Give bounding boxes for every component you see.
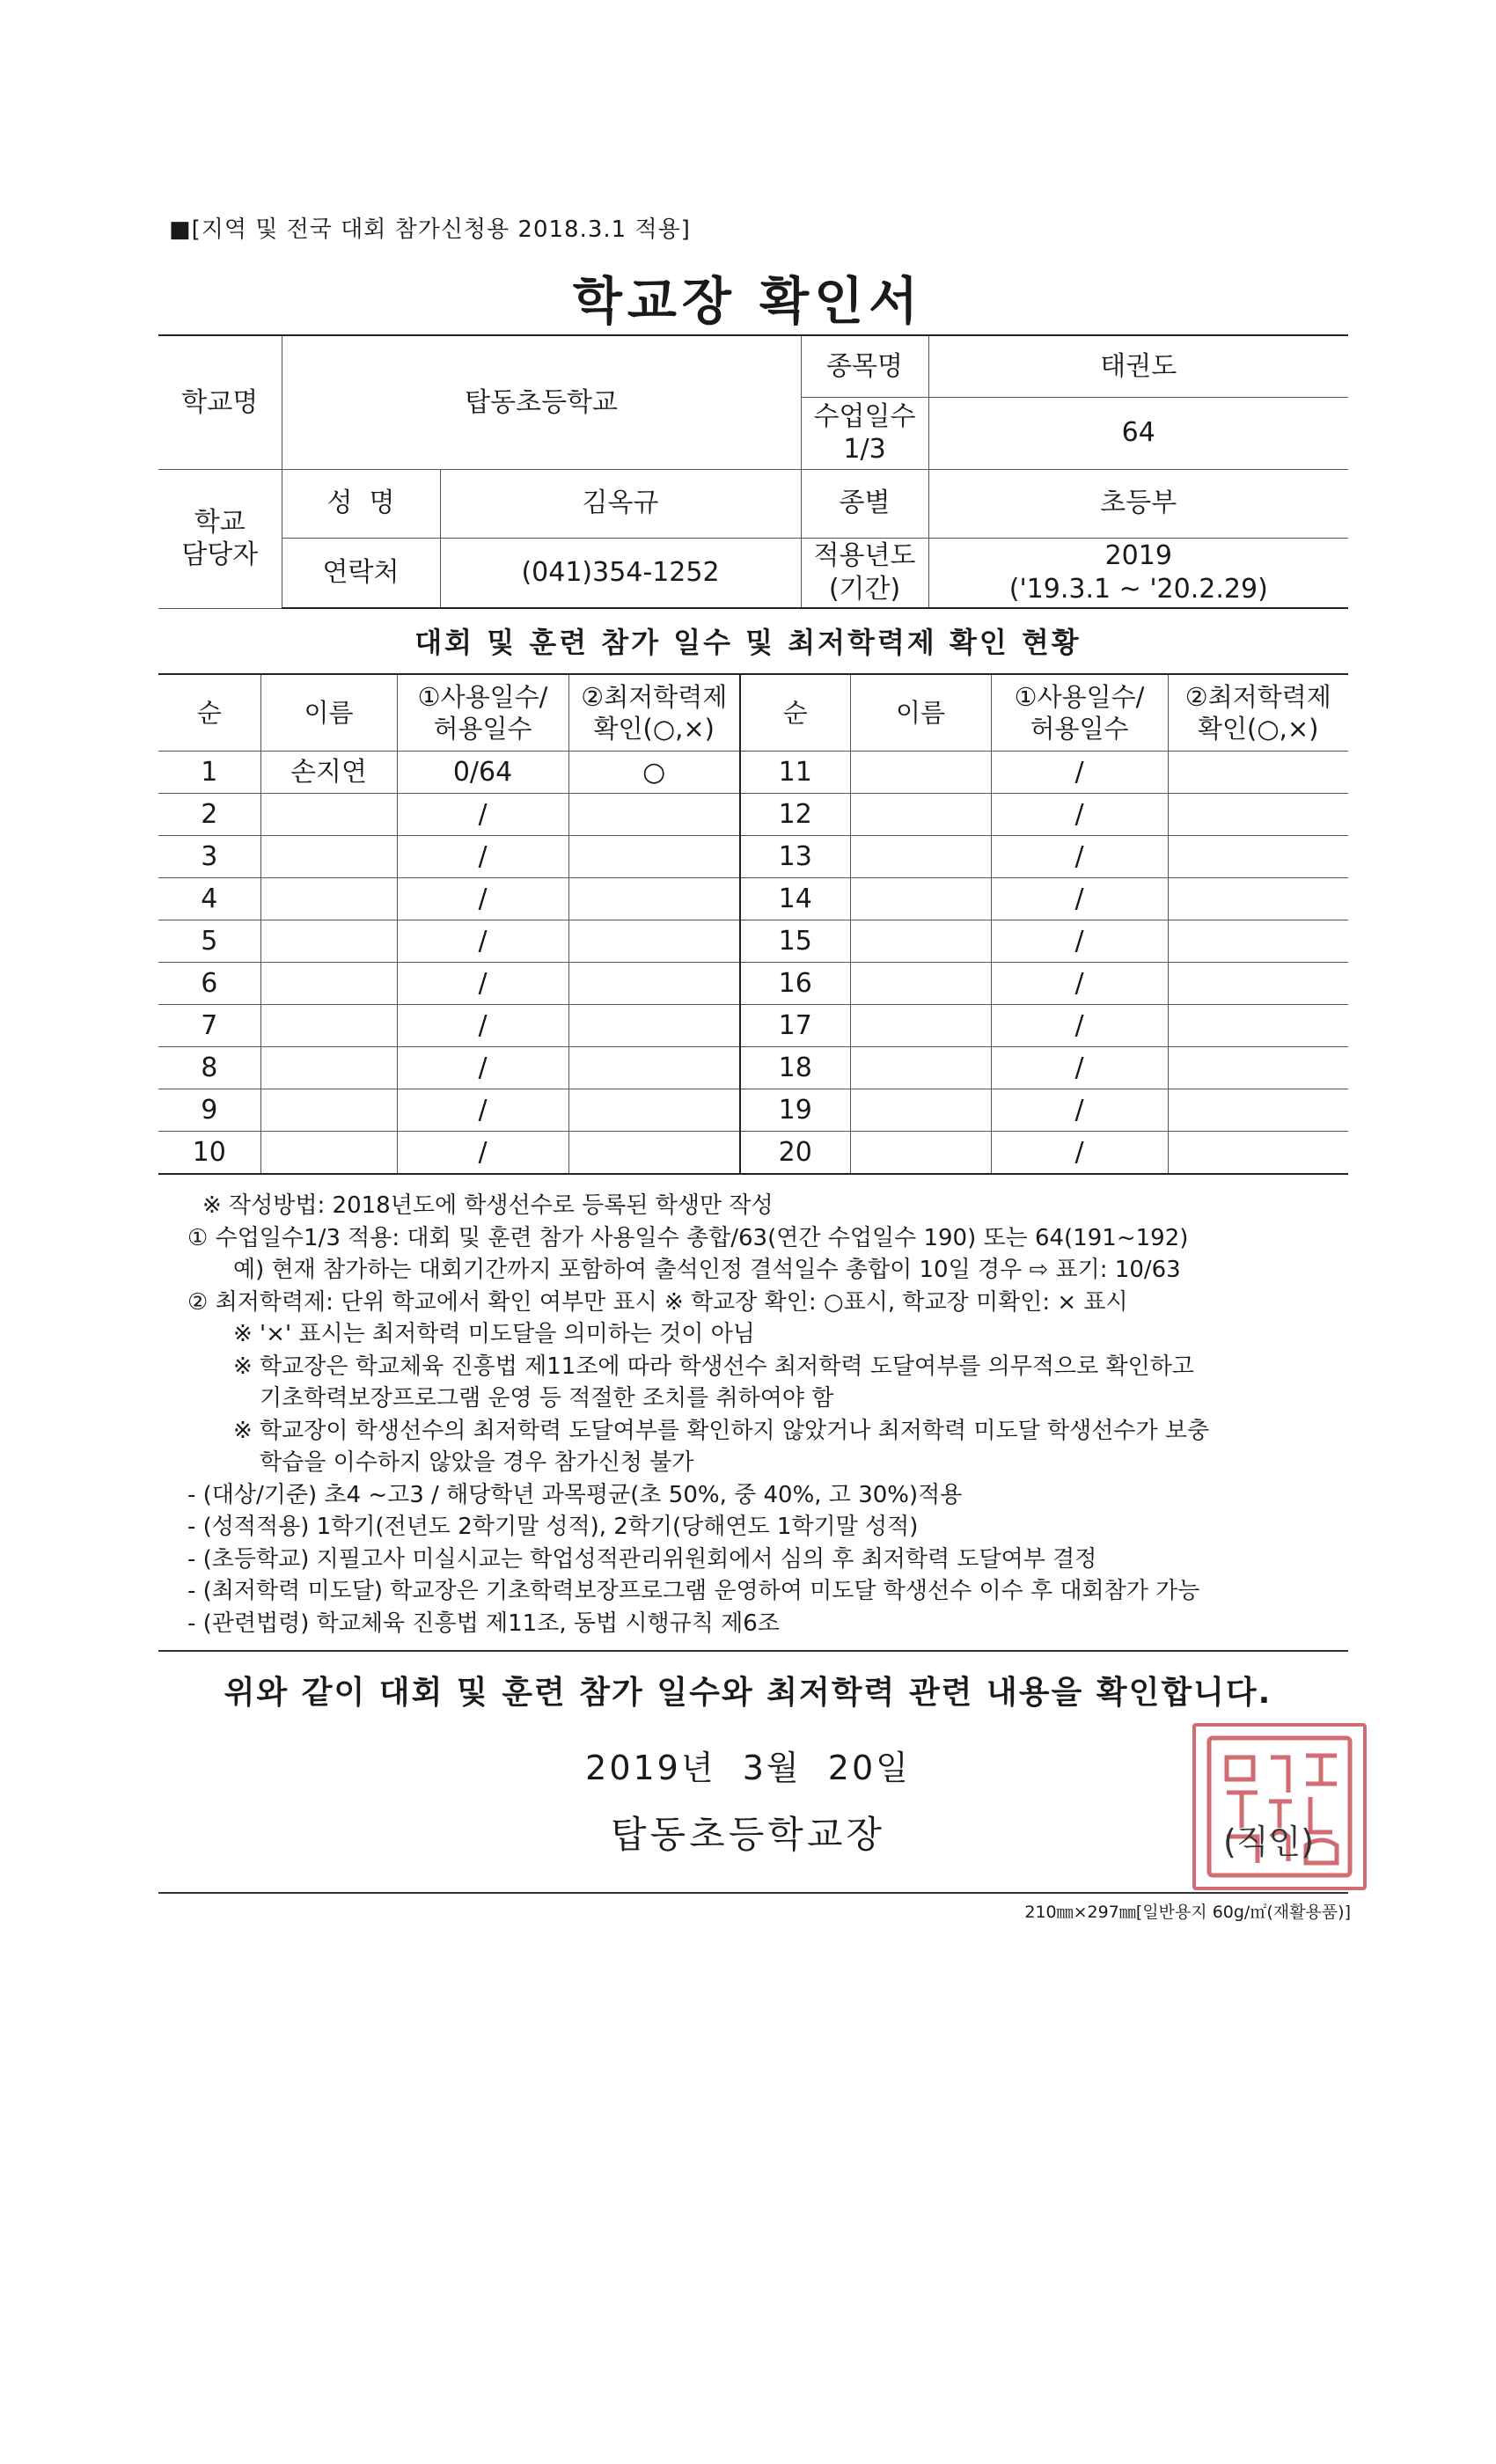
- row-right-number: 16: [740, 963, 850, 1005]
- row-left-number: 4: [158, 878, 260, 920]
- row-right-number: 20: [740, 1132, 850, 1175]
- row-right-name: [850, 1089, 991, 1132]
- sport-value-cell: [928, 335, 1348, 397]
- row-right-check: [1168, 1132, 1348, 1175]
- note-line: - (최저학력 미도달) 학교장은 기초학력보장프로그램 운영하여 미도달 학생선수 이수 후 대회참가 가능: [187, 1578, 1200, 1604]
- row-left-number: 1: [158, 752, 260, 794]
- row-right-days: /: [991, 836, 1168, 878]
- header-check-right: [1168, 674, 1348, 752]
- row-left-name: [260, 878, 397, 920]
- row-left-name: [260, 1089, 397, 1132]
- table-row: [158, 878, 1348, 920]
- note-line: - (초등학교) 지필고사 미실시교는 학업성적관리위원회에서 심의 후 최저학력 도달여부 결정: [187, 1545, 1097, 1573]
- row-right-name: [850, 1132, 991, 1175]
- row-right-check: [1168, 1089, 1348, 1132]
- header-name-right: [850, 674, 991, 752]
- note-line: - (성적적용) 1학기(전년도 2학기말 성적), 2학기(당해연도 1학기말 성적): [187, 1514, 919, 1540]
- row-left-name: [260, 836, 397, 878]
- row-right-days: /: [991, 1132, 1168, 1175]
- table-row: [158, 1132, 1348, 1175]
- year-value-1: 2019: [1104, 540, 1172, 572]
- note-line: ※ 작성방법: 2018년도에 학생선수로 등록된 학생만 작성: [202, 1192, 774, 1219]
- row-left-check: [568, 794, 740, 836]
- row-left-name: [260, 1005, 397, 1047]
- row-right-name: [850, 878, 991, 920]
- division-label: 종별: [839, 488, 891, 519]
- row-left-number: 9: [158, 1089, 260, 1132]
- table-row: [158, 794, 1348, 836]
- header-seq-right: [740, 674, 850, 752]
- note-line: ※ 학교장은 학교체육 진흥법 제11조에 따라 학생선수 최저학력 도달여부를 의무적으로 확인하고: [233, 1353, 1194, 1380]
- roster-header-row: [158, 674, 1348, 752]
- days-value-cell: [928, 397, 1348, 469]
- school-label-cell: [158, 335, 282, 469]
- row-right-name: [850, 1047, 991, 1089]
- row-right-days: /: [991, 963, 1168, 1005]
- row-left-check: [568, 920, 740, 963]
- row-left-name: [260, 920, 397, 963]
- row-right-check: [1168, 1005, 1348, 1047]
- row-left-name: [260, 794, 397, 836]
- note-line: - (관련법령) 학교체육 진흥법 제11조, 동법 시행규칙 제6조: [187, 1610, 780, 1637]
- manager-label-1: 학교: [194, 506, 246, 538]
- row-right-number: 18: [740, 1047, 850, 1089]
- manager-label-cell: [158, 469, 282, 608]
- row-right-days: /: [991, 1047, 1168, 1089]
- notes-divider: [158, 1650, 1348, 1652]
- school-value: 탑동초등학교: [465, 386, 618, 418]
- row-left-check: ○: [568, 752, 740, 794]
- row-left-check: [568, 1089, 740, 1132]
- header-check-right-label-1: ②최저학력제: [1184, 681, 1331, 712]
- row-left-check: [568, 1132, 740, 1175]
- year-label-2: (기간): [828, 573, 901, 605]
- row-right-number: 14: [740, 878, 850, 920]
- issue-date: 2019년 3월 20일: [585, 1749, 911, 1787]
- principal-name: 탑동초등학교장: [610, 1813, 885, 1856]
- row-left-name: [260, 1132, 397, 1175]
- header-seq-right-label: 순: [782, 697, 808, 728]
- table-row: [158, 836, 1348, 878]
- info-table: [158, 334, 1348, 609]
- year-value-2: ('19.3.1 ~ '20.2.29): [1008, 573, 1268, 605]
- header-used: [397, 674, 568, 752]
- row-left-number: 8: [158, 1047, 260, 1089]
- row-left-days: 0/64: [397, 752, 568, 794]
- row-right-number: 17: [740, 1005, 850, 1047]
- row-left-number: 2: [158, 794, 260, 836]
- row-right-check: [1168, 794, 1348, 836]
- row-right-check: [1168, 1047, 1348, 1089]
- row-right-days: /: [991, 920, 1168, 963]
- header-name-label: 이름: [304, 697, 354, 728]
- row-right-check: [1168, 963, 1348, 1005]
- days-label-1: 수업일수: [813, 400, 916, 432]
- section-title: 대회 및 훈련 참가 일수 및 최저학력제 확인 현황: [414, 626, 1082, 659]
- roster-body: [158, 752, 1348, 1175]
- name-value: 김옥규: [582, 488, 659, 519]
- division-value-cell: [928, 469, 1348, 538]
- row-left-check: [568, 836, 740, 878]
- header-used-right-label-2: 허용일수: [1030, 714, 1129, 744]
- row-left-name: [260, 963, 397, 1005]
- document-title: 학교장 확인서: [572, 271, 924, 331]
- school-value-cell: [282, 335, 801, 469]
- contact-value: (041)354-1252: [521, 557, 720, 588]
- manager-label-2: 담당자: [181, 539, 259, 570]
- row-right-name: [850, 963, 991, 1005]
- header-seq: [158, 674, 260, 752]
- row-right-check: [1168, 878, 1348, 920]
- header-used-right: [991, 674, 1168, 752]
- table-row: [158, 920, 1348, 963]
- table-row: [158, 752, 1348, 794]
- row-right-check: [1168, 836, 1348, 878]
- roster-table: [158, 673, 1348, 1175]
- row-right-number: 11: [740, 752, 850, 794]
- days-label-cell: [801, 397, 928, 469]
- note-line: ② 최저학력제: 단위 학교에서 확인 여부만 표시 ※ 학교장 확인: ○표시, 학교장 미확인: × 표시: [187, 1288, 1128, 1316]
- header-name-right-label: 이름: [895, 697, 946, 728]
- row-left-name: 손지연: [260, 752, 397, 794]
- note-line: 예) 현재 참가하는 대회기간까지 포함하여 출석인정 결석일수 총합이 10일 경우 ⇨ 표기: 10/63: [233, 1257, 1181, 1283]
- note-line: - (대상/기준) 초4 ~고3 / 해당학년 과목평균(초 50%, 중 40%, 고 30%)적용: [187, 1481, 963, 1508]
- confirmation-statement: 위와 같이 대회 및 훈련 참가 일수와 최저학력 관련 내용을 확인합니다.: [224, 1675, 1272, 1711]
- header-check-label-1: ②최저학력제: [581, 681, 728, 712]
- row-left-number: 10: [158, 1132, 260, 1175]
- row-left-check: [568, 878, 740, 920]
- note-line: ① 수업일수1/3 적용: 대회 및 훈련 참가 사용일수 총합/63(연간 수업일수 190) 또는 64(191~192): [187, 1224, 1189, 1251]
- row-right-check: [1168, 920, 1348, 963]
- instructions-notes: [180, 1190, 1351, 1639]
- row-left-days: /: [397, 836, 568, 878]
- row-left-days: /: [397, 1047, 568, 1089]
- header-used-label-2: 허용일수: [433, 714, 532, 744]
- row-left-number: 6: [158, 963, 260, 1005]
- header-check-right-label-2: 확인(○,×): [1198, 714, 1319, 744]
- year-value-cell: [928, 538, 1348, 608]
- row-right-name: [850, 920, 991, 963]
- official-seal: [1192, 1723, 1367, 1890]
- table-row: [158, 1047, 1348, 1089]
- header-note: ■[지역 및 전국 대회 참가신청용 2018.3.1 적용]: [169, 216, 691, 243]
- row-left-days: /: [397, 1089, 568, 1132]
- division-label-cell: [801, 469, 928, 538]
- header-name: [260, 674, 397, 752]
- contact-label: 연락처: [322, 557, 400, 588]
- row-right-name: [850, 836, 991, 878]
- sport-value: 태권도: [1100, 350, 1177, 382]
- row-right-days: /: [991, 1005, 1168, 1047]
- row-right-name: [850, 794, 991, 836]
- row-right-number: 13: [740, 836, 850, 878]
- days-value: 64: [1121, 417, 1155, 449]
- table-row: [158, 963, 1348, 1005]
- year-label-cell: [801, 538, 928, 608]
- table-row: [158, 1005, 1348, 1047]
- row-left-days: /: [397, 878, 568, 920]
- contact-value-cell: [440, 538, 801, 608]
- row-right-number: 12: [740, 794, 850, 836]
- row-left-number: 3: [158, 836, 260, 878]
- header-check: [568, 674, 740, 752]
- row-left-days: /: [397, 963, 568, 1005]
- table-row: [158, 1089, 1348, 1132]
- header-check-label-2: 확인(○,×): [593, 714, 715, 744]
- contact-label-cell: [282, 538, 440, 608]
- row-right-number: 15: [740, 920, 850, 963]
- row-right-days: /: [991, 1089, 1168, 1132]
- name-label-cell: [282, 469, 440, 538]
- days-label-2: 1/3: [843, 434, 886, 465]
- row-right-name: [850, 752, 991, 794]
- row-left-number: 7: [158, 1005, 260, 1047]
- row-left-days: /: [397, 1005, 568, 1047]
- header-seq-label: 순: [196, 697, 222, 728]
- row-right-days: /: [991, 752, 1168, 794]
- row-left-check: [568, 1005, 740, 1047]
- year-label-1: 적용년도: [813, 540, 916, 572]
- row-right-name: [850, 1005, 991, 1047]
- row-left-days: /: [397, 1132, 568, 1175]
- note-line: 기초학력보장프로그램 운영 등 적절한 조치를 취하여야 함: [260, 1385, 834, 1412]
- note-line: 학습을 이수하지 않았을 경우 참가신청 불가: [260, 1449, 694, 1476]
- row-left-name: [260, 1047, 397, 1089]
- row-right-number: 19: [740, 1089, 850, 1132]
- seal-label: (직인): [1223, 1822, 1315, 1861]
- header-used-label-1: ①사용일수/: [417, 681, 548, 712]
- note-line: ※ '×' 표시는 최저학력 미도달을 의미하는 것이 아님: [233, 1321, 755, 1347]
- row-right-days: /: [991, 878, 1168, 920]
- note-line: ※ 학교장이 학생선수의 최저학력 도달여부를 확인하지 않았거나 최저학력 미도달 학생선수가 보충: [233, 1417, 1210, 1444]
- row-left-days: /: [397, 794, 568, 836]
- division-value: 초등부: [1100, 488, 1177, 519]
- row-left-days: /: [397, 920, 568, 963]
- school-label: 학교명: [181, 386, 259, 418]
- paper-spec: 210㎜×297㎜[일반용지 60g/㎡(재활용품)]: [1024, 1903, 1351, 1922]
- row-right-days: /: [991, 794, 1168, 836]
- row-left-number: 5: [158, 920, 260, 963]
- name-value-cell: [440, 469, 801, 538]
- row-right-check: [1168, 752, 1348, 794]
- sport-label-cell: [801, 335, 928, 397]
- sport-label: 종목명: [826, 350, 903, 382]
- row-left-check: [568, 963, 740, 1005]
- bottom-divider: [158, 1892, 1348, 1894]
- header-used-right-label-1: ①사용일수/: [1014, 681, 1145, 712]
- row-left-check: [568, 1047, 740, 1089]
- name-label: 성 명: [326, 488, 395, 519]
